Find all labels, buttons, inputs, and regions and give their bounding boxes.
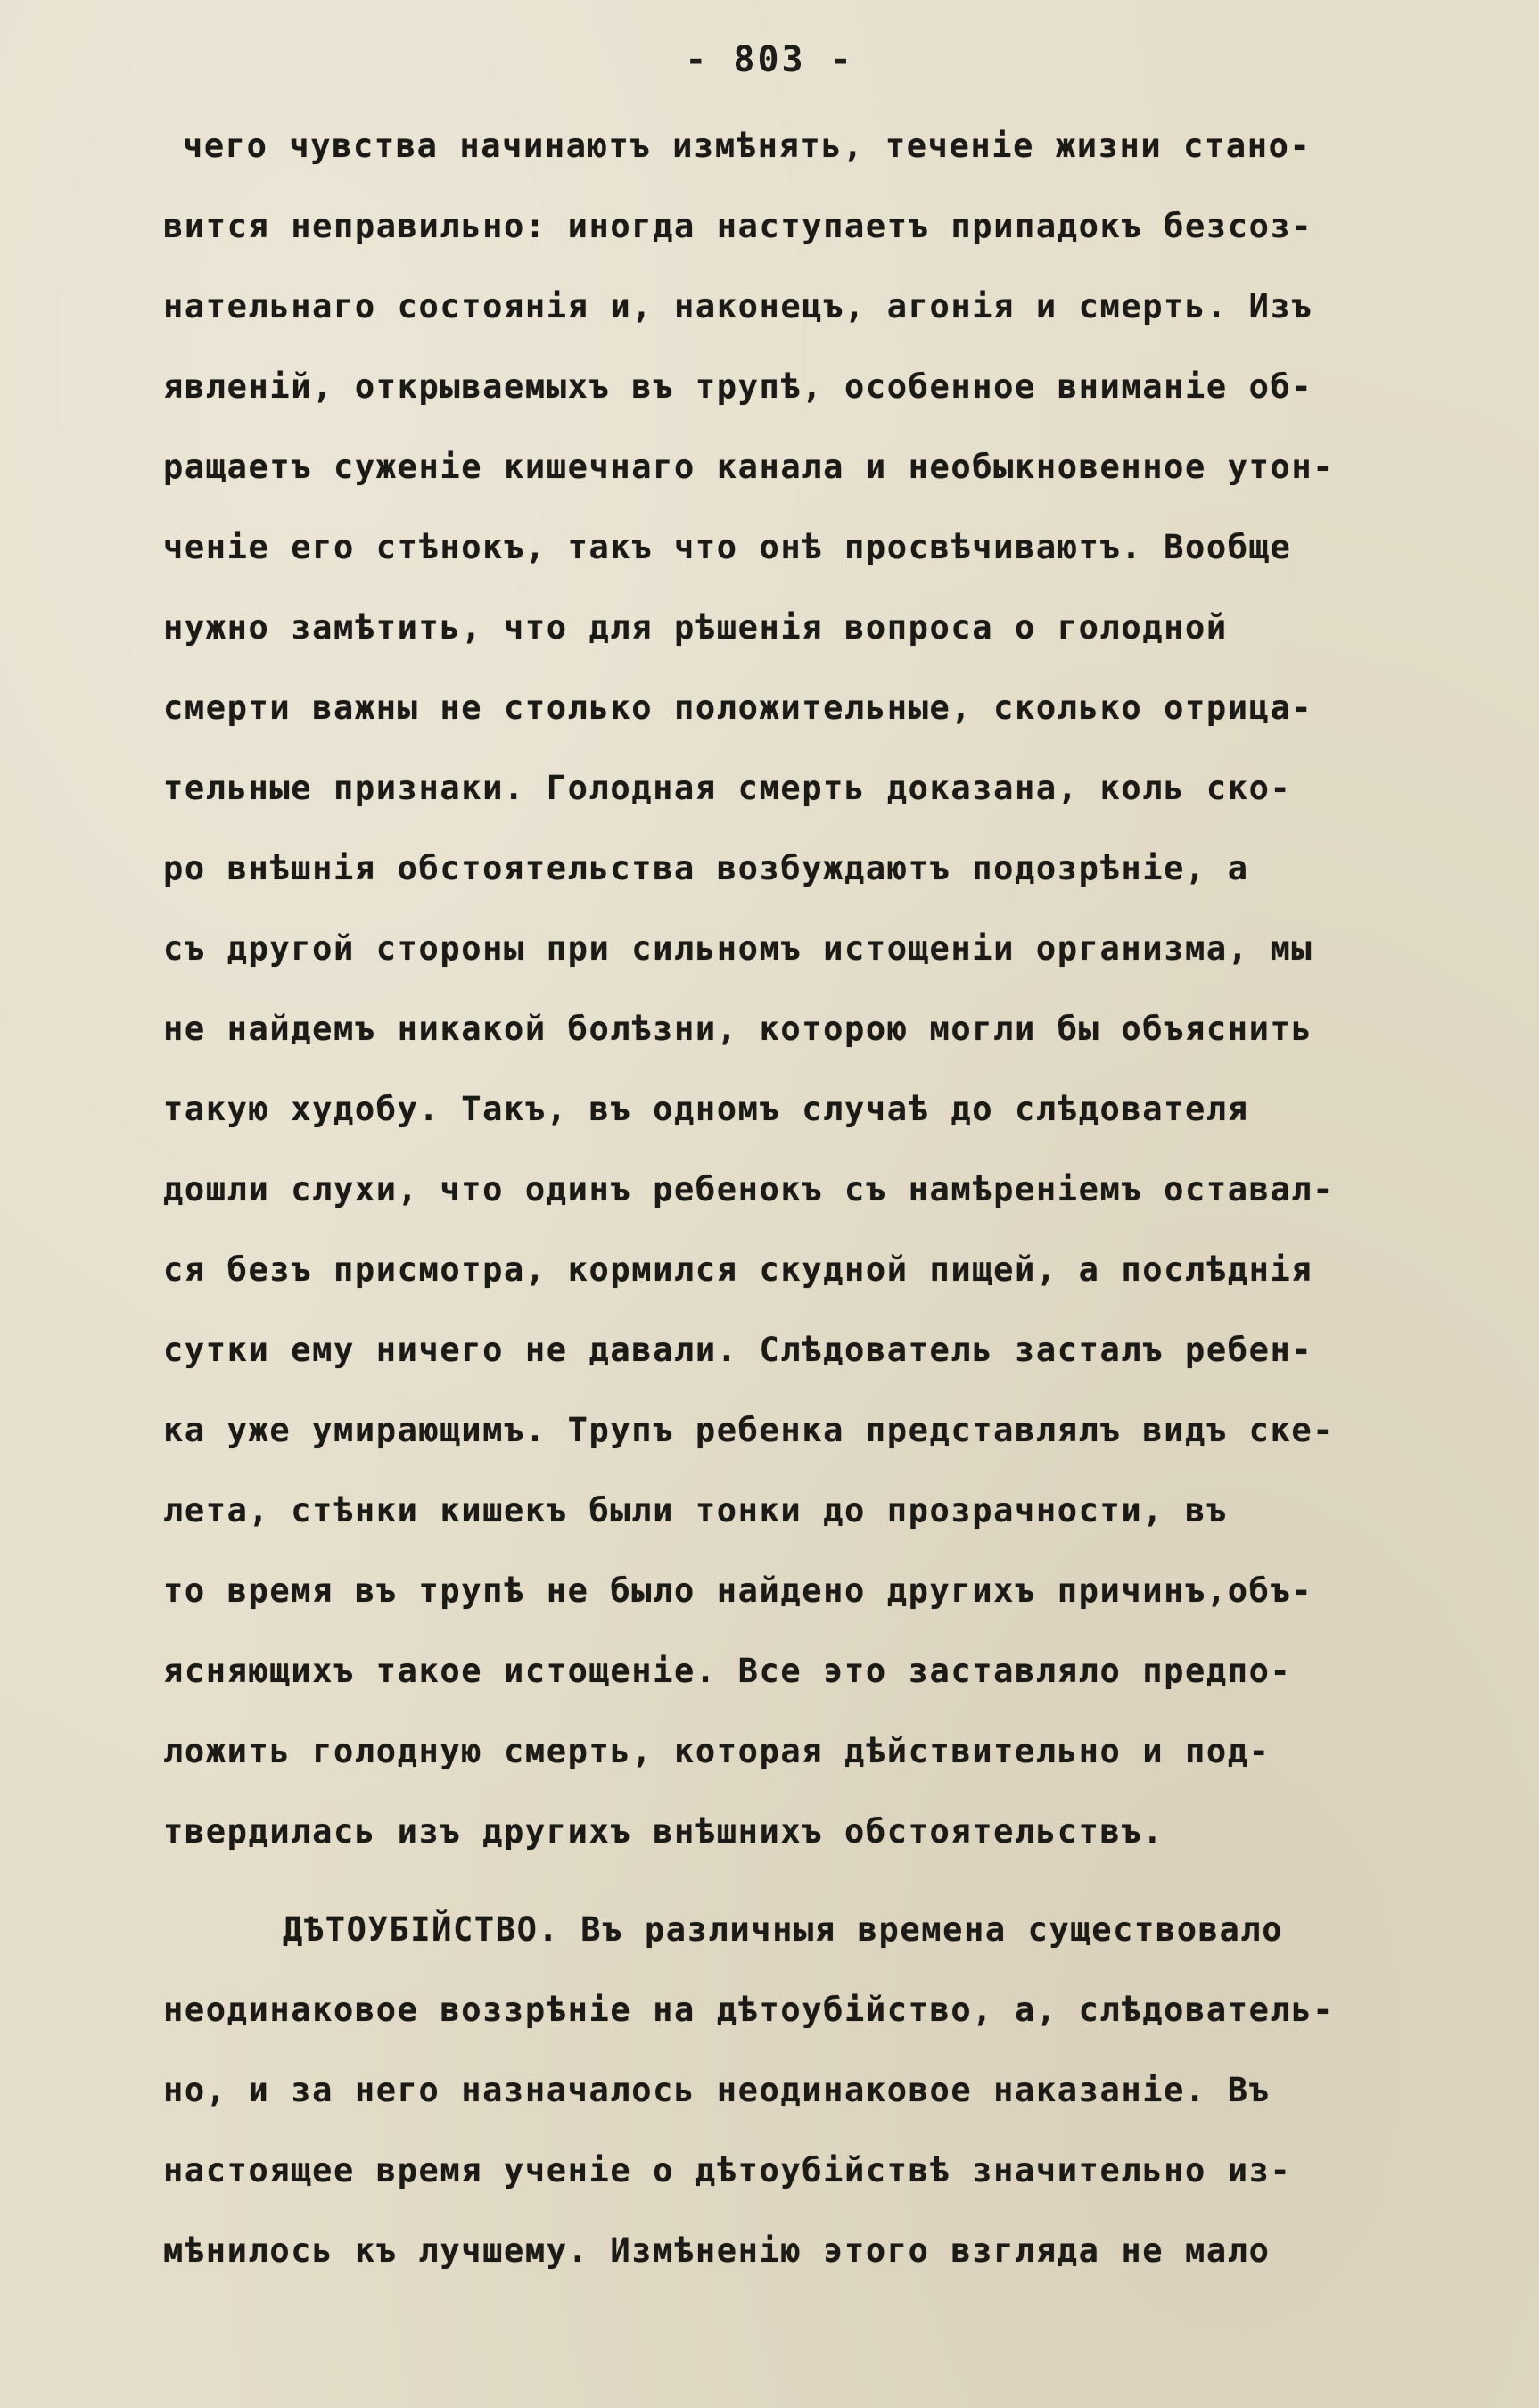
text-line: нательнаго состоянія и, наконецъ, агонія и смерть. Изъ xyxy=(163,287,1313,326)
text-line: сутки ему ничего не давали. Слѣдователь засталъ ребен- xyxy=(163,1331,1313,1369)
text-line: явленій, открываемыхъ въ трупѣ, особенное вниманіе об- xyxy=(163,367,1313,406)
text-line: чего чувства начинаютъ измѣнять, теченіе жизни стано- xyxy=(183,127,1312,165)
text-line: мѣнилось къ лучшему. Измѣненію этого взгляда не мало xyxy=(163,2231,1271,2270)
text-line: такую худобу. Такъ, въ одномъ случаѣ до слѣдователя xyxy=(163,1090,1249,1128)
text-line: ся безъ присмотра, кормился скудной пищей, а послѣднія xyxy=(163,1250,1313,1289)
text-line: лета, стѣнки кишекъ были тонки до прозрачности, въ xyxy=(163,1491,1228,1530)
text-line: но, и за него назначалось неодинаковое наказаніе. Въ xyxy=(163,2071,1271,2109)
text-line: дошли слухи, что одинъ ребенокъ съ намѣреніемъ оставал- xyxy=(163,1170,1335,1208)
text-line: ро внѣшнія обстоятельства возбуждаютъ подозрѣніе, а xyxy=(163,849,1249,887)
text-line: съ другой стороны при сильномъ истощеніи организма, мы xyxy=(163,929,1313,968)
text-line: ложить голодную смерть, которая дѣйствительно и под- xyxy=(163,1732,1271,1770)
page-number: - 803 - xyxy=(685,39,854,80)
text-line: тельные признаки. Голодная смерть доказана, коль ско- xyxy=(163,769,1292,807)
text-line: смерти важны не столько положительные, сколько отрица- xyxy=(163,689,1313,727)
section-heading-line: ДѢТОУБІЙСТВО. Въ различныя времена существовало xyxy=(283,1910,1284,1949)
text-line: твердилась изъ другихъ внѣшнихъ обстоятельствъ. xyxy=(163,1812,1165,1851)
text-line: ясняющихъ такое истощеніе. Все это заставляло предпо- xyxy=(163,1652,1292,1690)
text-line: вится неправильно: иногда наступаетъ припадокъ безсоз- xyxy=(163,207,1313,245)
text-line: неодинаковое воззрѣніе на дѣтоубійство, а, слѣдователь- xyxy=(163,1991,1335,2029)
text-line: не найдемъ никакой болѣзни, которою могли бы объяснить xyxy=(163,1010,1313,1048)
text-line: ка уже умирающимъ. Трупъ ребенка представлялъ видъ ске- xyxy=(163,1411,1335,1449)
text-line: нужно замѣтить, что для рѣшенія вопроса о голодной xyxy=(163,608,1228,647)
text-line: ращаетъ суженіе кишечнаго канала и необыкновенное утон- xyxy=(163,448,1335,486)
text-line: то время въ трупѣ не было найдено другихъ причинъ,объ- xyxy=(163,1571,1313,1610)
text-line: ченіе его стѣнокъ, такъ что онѣ просвѣчиваютъ. Вообще xyxy=(163,528,1292,566)
text-line: настоящее время ученіе о дѣтоубійствѣ значительно из- xyxy=(163,2151,1292,2189)
